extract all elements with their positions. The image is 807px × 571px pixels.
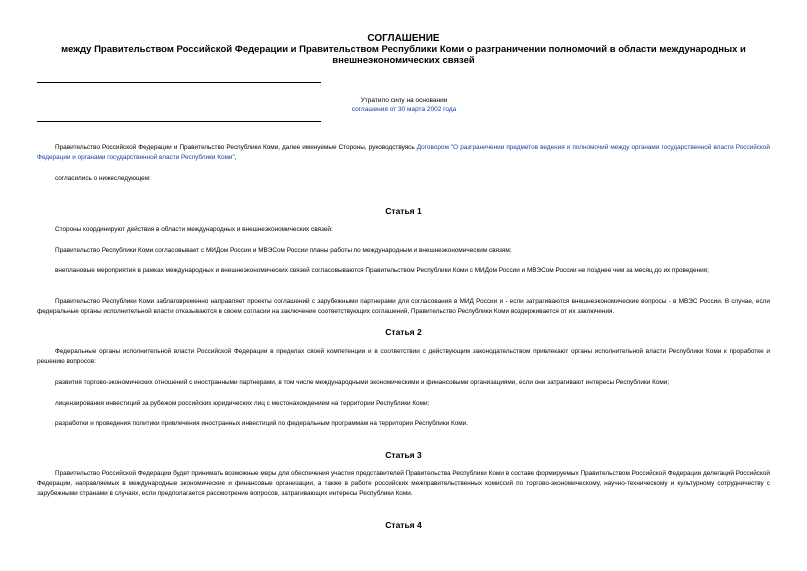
article-3-heading: Статья 3	[385, 450, 422, 460]
document-subtitle-line2: внешнеэкономических связей	[332, 55, 475, 66]
document-subtitle-line1: между Правительством Российской Федерации и Правительством Республики Коми о разграничении полномочий в области международных и	[61, 44, 746, 55]
article-2-paragraph: Федеральные органы исполнительной власти Российской Федерации в пределах своей компетенции и в соответствии с действующим законодательством привлекают органы исполнительной власти Республики Коми к проработке и решению вопросов:	[37, 348, 770, 365]
article-2-paragraph: лицензирования инвестиций за рубежом российских юридических лиц с местонахождением на территории Республики Коми;	[55, 400, 430, 407]
preamble-text: Правительство Российской Федерации и Правительство Республики Коми, далее именуемые Стороны, руководствуясь	[55, 144, 417, 151]
treaty-link[interactable]: Договором "О разграничении предметов ведения и полномочий между органами государственной власти Российской Федерации и органами государственной власти Республики Коми"	[37, 144, 770, 161]
top-divider	[37, 82, 321, 83]
preamble-text-end: ,	[234, 154, 237, 161]
article-1-paragraph: Правительство Республики Коми согласовывает с МИДом России и МВЭСом России планы работы по международным и внешнеэкономическим связям;	[55, 247, 512, 254]
bottom-divider	[37, 121, 321, 122]
document-title-block	[60, 33, 747, 66]
article-1-paragraph: Правительство Республики Коми заблаговременно направляет проекты соглашений с зарубежными партнерами для согласования в МИД России и - если затрагиваются внешнеэкономические вопросы - в МВЭС России. В случае, если федеральные органы исполнительной власти отказываются в своем согласии на заключение соответствующих соглашений, Правительство Республики Коми воздерживается от их заключения.	[37, 298, 770, 315]
article-2-paragraph: развития торгово-экономических отношений с иностранными партнерами, в том числе международными экономическими и финансовыми организациями, если они затрагивают интересы Республики Коми;	[55, 379, 670, 386]
article-2-paragraph: разработки и проведения политики привлечения иностранных инвестиций по федеральным программам на территории Республики Коми.	[55, 420, 469, 427]
article-1-heading: Статья 1	[385, 206, 422, 216]
status-link[interactable]: соглашения от 30 марта 2002 года	[351, 106, 457, 113]
status-note	[300, 96, 508, 114]
article-2-heading: Статья 2	[385, 327, 422, 337]
article-3-paragraph: Правительство Российской Федерации будет принимать возможные меры для обеспечения участия представителей Правительства Республики Коми в составе формируемых Правительством Российской Федерации делегаций Российской Федерации, направляемых в международные экономические и финансовые организации, а также в работе российских межправительственных комиссий по торгово-экономическому, научно-техническому и культурному сотрудничеству с зарубежными странами в случаях, если предполагается рассмотрение вопросов, затрагивающих интересы Республики Коми.	[37, 470, 770, 497]
agreed-paragraph: согласились о нижеследующем:	[55, 175, 151, 182]
preamble-paragraph	[37, 143, 770, 163]
article-4-heading: Статья 4	[385, 520, 422, 530]
article-1-paragraph: внеплановые мероприятия в рамках международных и внешнеэкономических связей согласовываются Правительством Республики Коми с МИДом России и МВЭСом России не позднее чем за месяц до их проведения;	[55, 267, 709, 274]
document-title: СОГЛАШЕНИЕ	[367, 33, 440, 44]
status-text: Утратило силу на основании	[360, 97, 448, 104]
article-1-paragraph: Стороны координируют действия в области международных и внешнеэкономических связей:	[55, 226, 333, 233]
